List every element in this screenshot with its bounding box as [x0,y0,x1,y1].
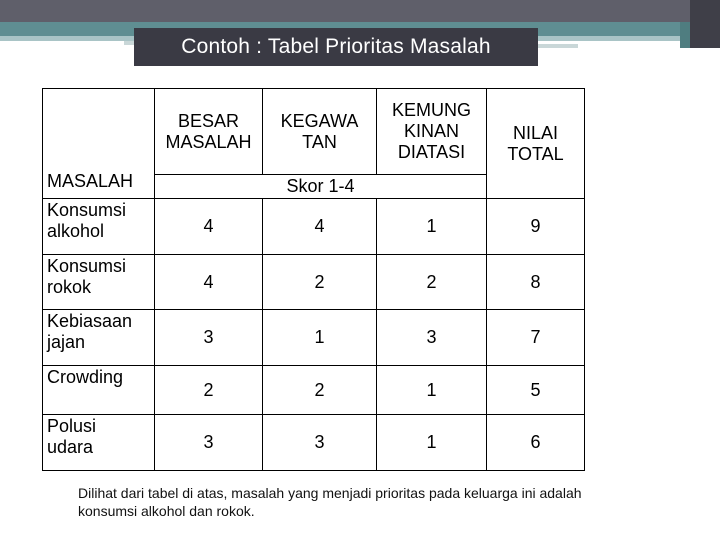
cell-kegawatan: 3 [263,415,377,471]
cell-besar: 4 [155,199,263,255]
header-skor [155,175,487,199]
priority-table [42,88,585,471]
header-kemungkinan-line2: KINAN [403,121,459,141]
header-nilai-line1: NILAI [512,122,559,143]
row-masalah [43,366,155,415]
cell-besar: 4 [155,255,263,310]
header-corner-block [690,0,720,48]
header-row [43,89,585,175]
header-bar-dark [0,0,720,22]
cell-total: 9 [487,199,585,255]
cell-total: 7 [487,310,585,366]
conclusion-caption [78,484,678,520]
cell-kemungkinan: 2 [377,255,487,310]
row-masalah [43,199,155,255]
cell-kegawatan: 2 [263,366,377,415]
row-masalah-line2: udara [47,437,94,457]
table-row [43,366,585,415]
header-kemungkinan-line3: DIATASI [397,142,466,162]
table-row [43,255,585,310]
header-masalah-text: MASALAH [47,171,134,191]
cell-kemungkinan: 1 [377,199,487,255]
slide-title-text: Contoh : Tabel Prioritas Masalah [181,35,491,58]
header-nilai-total [487,89,585,199]
header-besar-masalah [155,89,263,175]
table-row [43,415,585,471]
table-row [43,199,585,255]
cell-total: 6 [487,415,585,471]
cell-total: 8 [487,255,585,310]
header-kegawatan-line2: TAN [302,131,337,152]
row-masalah-line2: jajan [47,332,86,352]
caption-line2: konsumsi alkohol dan rokok. [78,503,255,519]
header-besar-line2: MASALAH [165,131,252,152]
header-kegawatan [263,89,377,175]
header-skor-text: Skor 1-4 [286,176,355,196]
row-masalah-line1: Kebiasaan [47,311,133,331]
cell-kegawatan: 2 [263,255,377,310]
title-accent-right [538,44,578,48]
header-corner-accent [680,22,690,48]
cell-besar: 2 [155,366,263,415]
row-masalah-line1: Polusi [47,416,97,436]
cell-kegawatan: 4 [263,199,377,255]
header-kegawatan-line1: KEGAWA [280,110,359,131]
row-masalah [43,415,155,471]
header-kemungkinan [377,89,487,175]
cell-kemungkinan: 3 [377,310,487,366]
cell-kegawatan: 1 [263,310,377,366]
row-masalah-line1: Crowding [47,367,124,387]
header-nilai-line2: TOTAL [507,143,564,164]
row-masalah-line1: Konsumsi [47,200,127,220]
row-masalah [43,310,155,366]
row-masalah-line1: Konsumsi [47,256,127,276]
cell-kemungkinan: 1 [377,415,487,471]
cell-total: 5 [487,366,585,415]
row-masalah [43,255,155,310]
header-masalah [43,89,155,199]
header-kemungkinan-line1: KEMUNG [391,100,471,120]
caption-line1: Dilihat dari tabel di atas, masalah yang menjadi prioritas pada keluarga ini adalah [78,485,582,501]
table-row [43,310,585,366]
cell-kemungkinan: 1 [377,366,487,415]
header-besar-line1: BESAR [177,110,240,131]
slide-title [134,28,538,66]
title-accent-left [124,41,134,45]
cell-besar: 3 [155,310,263,366]
cell-besar: 3 [155,415,263,471]
row-masalah-line2: alkohol [47,221,105,241]
row-masalah-line2: rokok [47,277,92,297]
